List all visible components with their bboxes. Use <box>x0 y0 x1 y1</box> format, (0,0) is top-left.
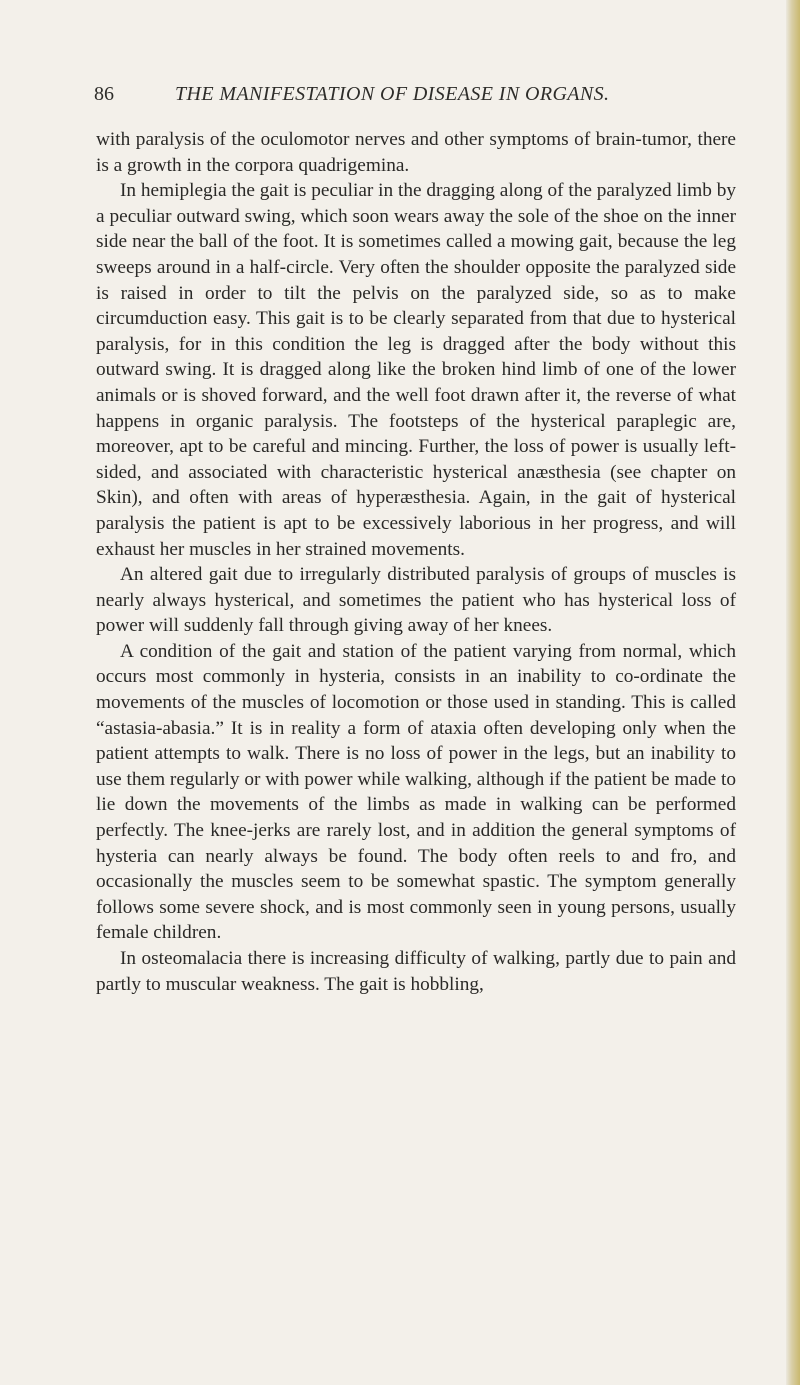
body-text <box>96 127 736 997</box>
running-title: THE MANIFESTATION OF DISEASE IN ORGANS. <box>175 83 610 105</box>
page-edge <box>786 0 800 1385</box>
paragraph-continuation: with paralysis of the oculomotor nerves and other symptoms of brain-tumor, there is a growth in the corpora quadrigemina. <box>96 129 736 176</box>
page-header <box>94 80 694 108</box>
paragraph-astasia-abasia: A condition of the gait and station of the patient varying from normal, which occurs most commonly in hysteria, consists in an inability to co-ordinate the movements of the muscles of locomotion or those used in standing. This is called “astasia-abasia.” It is in reality a form of ataxia often developing only when the patient attempts to walk. There is no loss of power in the legs, but an inability to use them regularly or with power while walking, although if the patient be made to lie down the movements of the limbs as made in walking can be performed perfectly. The knee-jerks are rarely lost, and in addition the general symptoms of hysteria can nearly always be found. The body often reels to and fro, and occasionally the muscles seem to be somewhat spastic. The symptom generally follows some severe shock, and is most commonly seen in young persons, usually female children. <box>96 640 736 944</box>
paragraph-hemiplegia: In hemiplegia the gait is peculiar in the dragging along of the paralyzed limb by a peculiar outward swing, which soon wears away the sole of the shoe on the inner side near the ball of the foot. It is sometimes called a mowing gait, because the leg sweeps around in a half-circle. Very often the shoulder opposite the paralyzed side is raised in order to tilt the pelvis on the paralyzed side, so as to make circumduction easy. This gait is to be clearly separated from that due to hysterical paralysis, for in this condition the leg is dragged after the body without this outward swing. It is dragged along like the broken hind limb of one of the lower animals or is shoved forward, and the well foot drawn after it, the reverse of what happens in organic paralysis. The footsteps of the hysterical paraplegic are, moreover, apt to be careful and mincing. Further, the loss of power is usually left-sided, and associated with characteristic hysterical anæsthesia (see chapter on Skin), and often with areas of hyperæsthesia. Again, in the gait of hysterical paralysis the patient is apt to be excessively laborious in her progress, and will exhaust her muscles in her strained movements. <box>96 180 736 560</box>
paragraph-altered-gait: An altered gait due to irregularly distributed paralysis of groups of muscles is nearly always hysterical, and sometimes the patient who has hysterical loss of power will suddenly fall through giving away of her knees. <box>96 564 736 637</box>
page-number: 86 <box>94 83 114 105</box>
paragraph-osteomalacia: In osteomalacia there is increasing difficulty of walking, partly due to pain and partly to muscular weakness. The gait is hobbling, <box>96 948 736 995</box>
